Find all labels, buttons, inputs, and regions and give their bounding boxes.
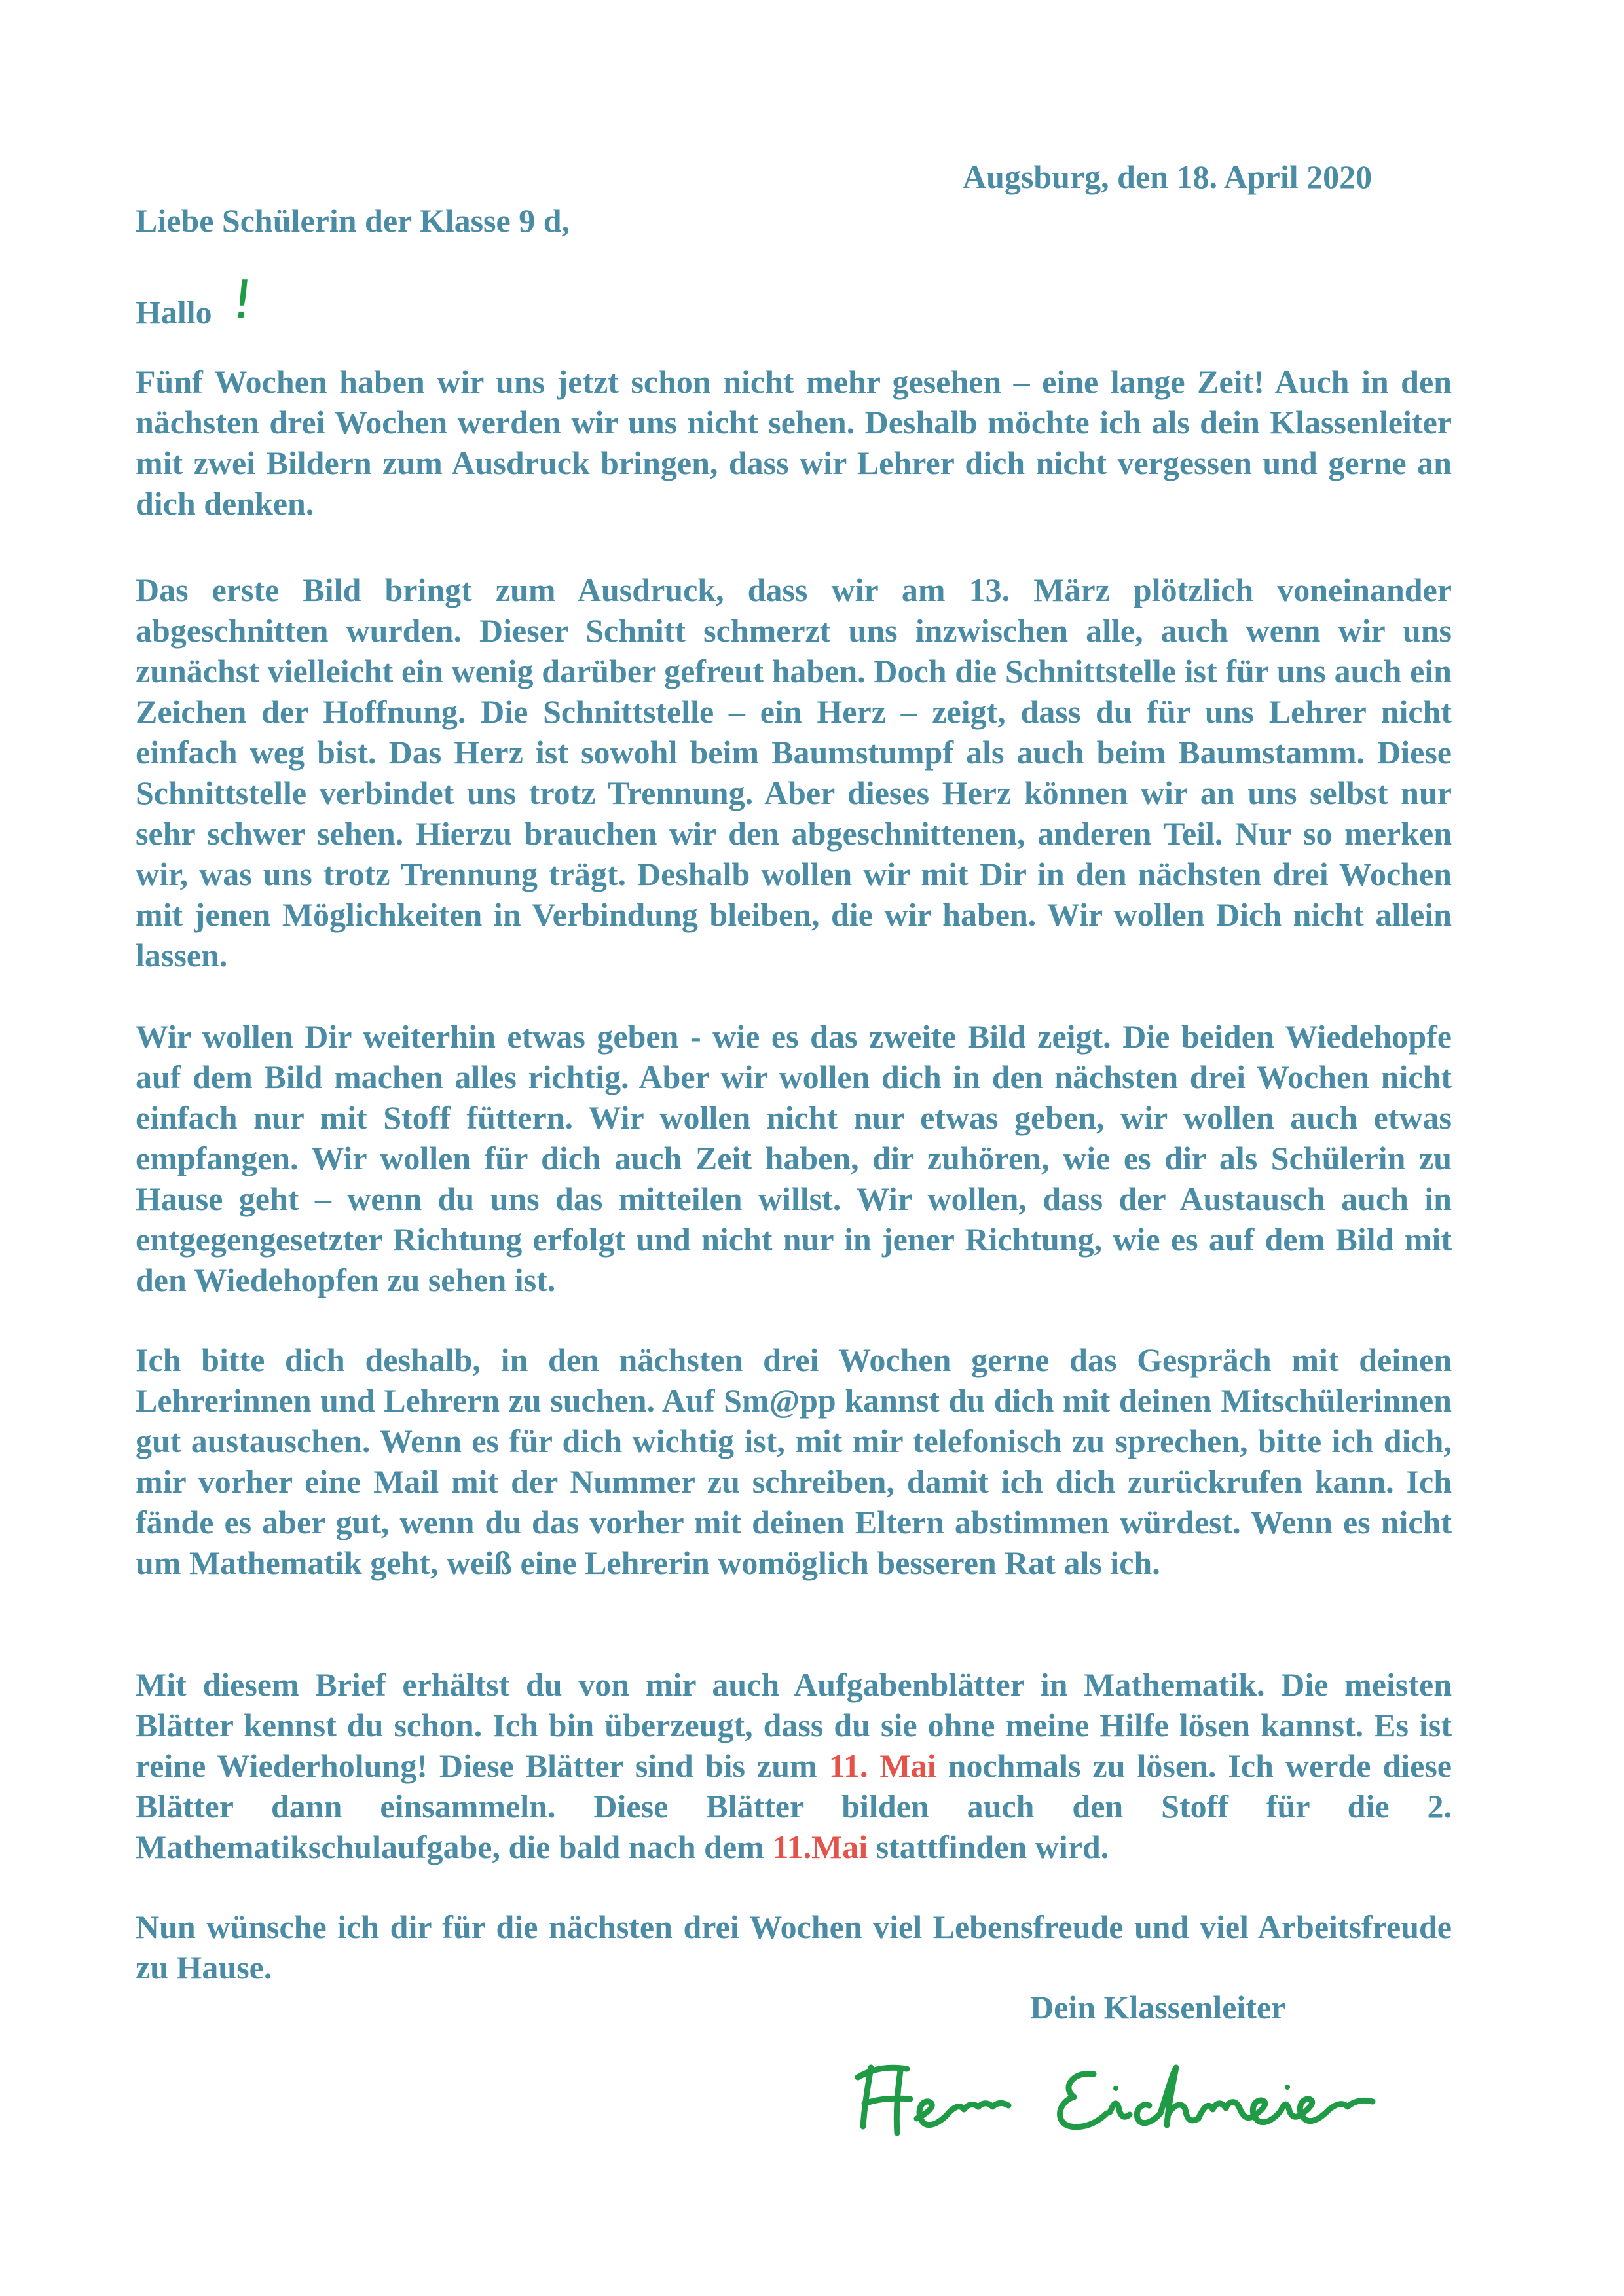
- paragraph-text: Wir wollen Dir weiterhin etwas geben - wie es das zweite Bild zeigt. Die beiden Wiedehopfe auf dem Bild machen alles richtig. Aber wir wollen dich in den nächsten drei Wochen nicht einfach nur mit Stoff füttern. Wir wollen nicht nur etwas geben, wir wollen auch etwas empfangen. Wir wollen für dich auch Zeit haben, dir zuhören, wie es dir als Schülerin zu Hause geht – wenn du uns das mitteilen willst. Wir wollen, dass der Austausch auch in entgegengesetzter Richtung erfolgt und nicht nur in jener Richtung, wie es auf dem Bild mit den Wiedehopfen zu sehen ist.: [136, 1018, 1452, 1298]
- paragraph-part: nochmals zu lösen. Ich werde diese Blätter dann einsammeln. Diese Blätter bilden auch den Stoff für die 2. Mathematikschulaufgabe, die bald nach dem: [136, 1747, 1452, 1865]
- paragraph-3: [136, 1016, 1452, 1300]
- paragraph-text: Fünf Wochen haben wir uns jetzt schon nicht mehr gesehen – eine lange Zeit! Auch in den nächsten drei Wochen werden wir uns nicht sehen. Deshalb möchte ich als dein Klassenleiter mit zwei Bildern zum Ausdruck bringen, dass wir Lehrer dich nicht vergessen und gerne an dich denken.: [136, 363, 1452, 522]
- paragraph-text: [136, 1664, 1452, 1867]
- signature-drawing: [845, 2041, 1401, 2153]
- paragraph-part: Mit diesem Brief erhältst du von mir auch Aufgabenblätter in Mathematik. Die meisten Blätter kennst du schon. Ich bin überzeugt, dass du sie ohne meine Hilfe lösen kannst. Es ist reine Wiederholung! Diese Blätter sind bis zum: [136, 1666, 1452, 1784]
- handwritten-exclamation-mark: !: [228, 269, 257, 331]
- date-highlight: 11.Mai: [772, 1829, 868, 1865]
- paragraph-4: [136, 1339, 1452, 1583]
- paragraph-text: Nun wünsche ich dir für die nächsten drei Wochen viel Lebensfreude und viel Arbeitsfreude zu Hause.: [136, 1908, 1452, 1986]
- letter-date: Augsburg, den 18. April 2020: [963, 158, 1373, 195]
- greeting-text: Hallo: [136, 294, 212, 331]
- paragraph-part: stattfinden wird.: [868, 1829, 1109, 1865]
- paragraph-1: [136, 361, 1452, 524]
- paragraph-5: [136, 1664, 1452, 1867]
- date-highlight: 11. Mai: [828, 1747, 936, 1784]
- paragraph-2: [136, 570, 1452, 975]
- paragraph-text: Ich bitte dich deshalb, in den nächsten drei Wochen gerne das Gespräch mit deinen Lehrerinnen und Lehrern zu suchen. Auf Sm@pp kannst du dich mit deinen Mitschülerinnen gut austauschen. Wenn es für dich wichtig ist, mit mir telefonisch zu sprechen, bitte ich dich, mir vorher eine Mail mit der Nummer zu schreiben, damit ich dich zurückrufen kann. Ich fände es aber gut, wenn du das vorher mit deinen Eltern abstimmen würdest. Wenn es nicht um Mathematik geht, weiß eine Lehrerin womöglich besseren Rat als ich.: [136, 1341, 1452, 1581]
- handwritten-signature: [845, 2041, 1401, 2153]
- paragraph-text: Das erste Bild bringt zum Ausdruck, dass wir am 13. März plötzlich voneinander abgeschnitten wurden. Dieser Schnitt schmerzt uns inzwischen alle, auch wenn wir uns zunächst vielleicht ein wenig darüber gefreut haben. Doch die Schnittstelle ist für uns auch ein Zeichen der Hoffnung. Die Schnittstelle – ein Herz – zeigt, dass du für uns Lehrer nicht einfach weg bist. Das Herz ist sowohl beim Baumstumpf als auch beim Baumstamm. Diese Schnittstelle verbindet uns trotz Trennung. Aber dieses Herz können wir an uns selbst nur sehr schwer sehen. Hierzu brauchen wir den abgeschnittenen, anderen Teil. Nur so merken wir, was uns trotz Trennung trägt. Deshalb wollen wir mit Dir in den nächsten drei Wochen mit jenen Möglichkeiten in Verbindung bleiben, die wir haben. Wir wollen Dich nicht allein lassen.: [136, 572, 1452, 974]
- greeting: [136, 269, 257, 333]
- salutation: Liebe Schülerin der Klasse 9 d,: [136, 202, 570, 239]
- closing: Dein Klassenleiter: [1030, 1989, 1286, 2026]
- paragraph-6: [136, 1906, 1452, 1988]
